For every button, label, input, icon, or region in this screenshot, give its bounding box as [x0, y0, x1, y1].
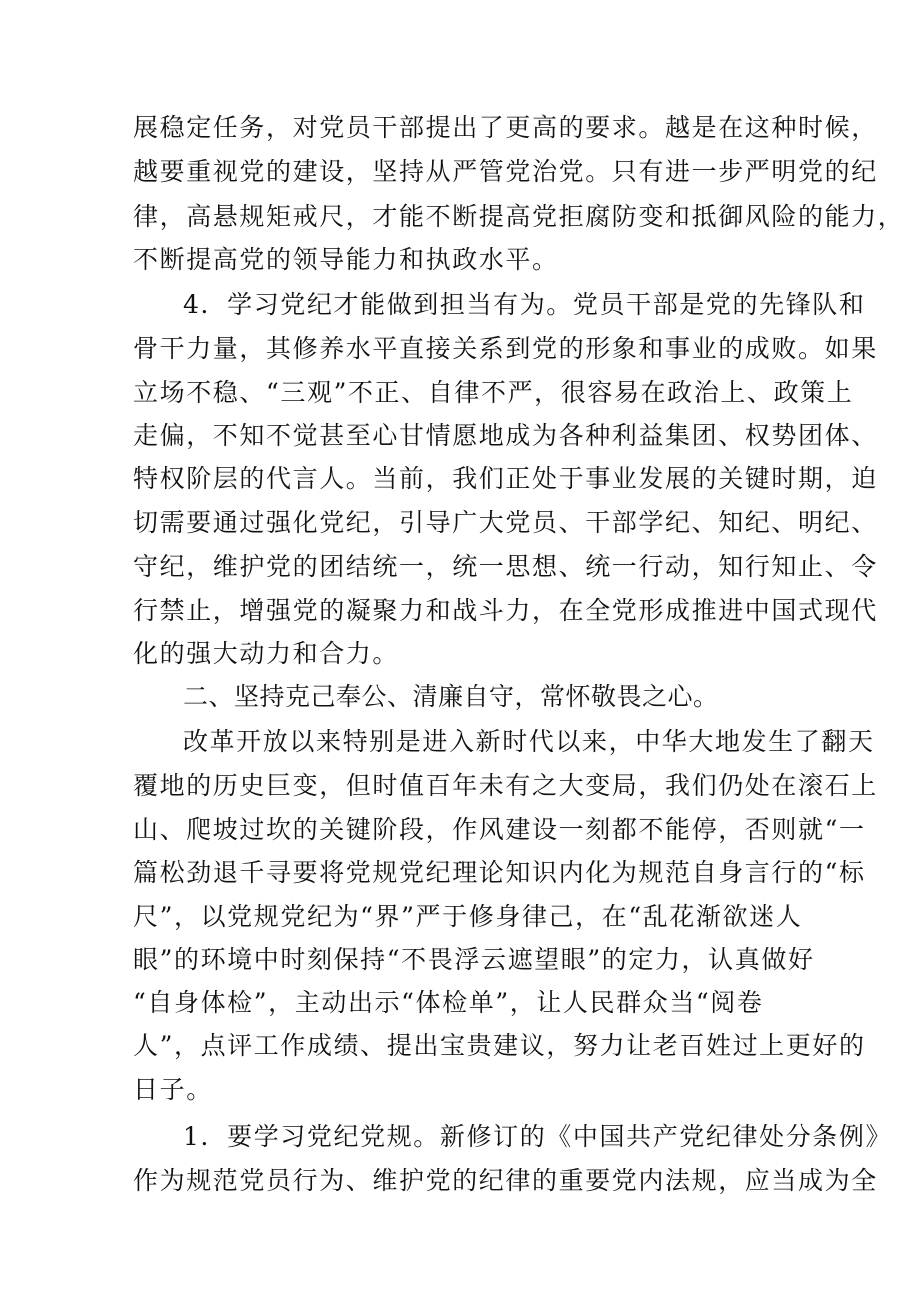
- paragraph-line: 尺”，以党规党纪为“界”严于修身律己，在“乱花渐欲迷人: [133, 902, 803, 931]
- paragraph-line: 律，高悬规矩戒尺，才能不断提高党拒腐防变和抵御风险的能力，: [133, 202, 905, 231]
- paragraph-line: 人”，点评工作成绩、提出宝贵建议，努力让老百姓过上更好的: [133, 1031, 866, 1060]
- paragraph-line: 越要重视党的建设，坚持从严管党治党。只有进一步严明党的纪: [133, 157, 878, 186]
- paragraph-line: 山、爬坡过坎的关键阶段，作风建设一刻都不能停，否则就“一: [133, 815, 866, 844]
- paragraph-line: “自身体检”，主动出示“体检单”，让人民群众当“阅卷: [133, 988, 764, 1017]
- paragraph-line: 立场不稳、“三观”不正、自律不严，很容易在政治上、政策上: [133, 378, 854, 407]
- paragraph-line: 覆地的历史巨变，但时值百年未有之大变局，我们仍处在滚石上: [133, 771, 878, 800]
- paragraph-line: 展稳定任务，对党员干部提出了更高的要求。越是在这种时候，: [133, 113, 878, 142]
- paragraph-line: 走偏，不知不觉甚至心甘情愿地成为各种利益集团、权势团体、: [133, 421, 878, 450]
- paragraph-first-line: 改革开放以来特别是进入新时代以来，中华大地发生了翻天: [183, 727, 875, 756]
- paragraph-line: 切需要通过强化党纪，引导广大党员、干部学纪、知纪、明纪、: [133, 508, 878, 537]
- paragraph-line: 特权阶层的代言人。当前，我们正处于事业发展的关键时期，迫: [133, 464, 878, 493]
- paragraph-line: 作为规范党员行为、维护党的纪律的重要党内法规，应当成为全: [133, 1166, 878, 1195]
- paragraph-line: 不断提高党的领导能力和执政水平。: [133, 245, 559, 274]
- paragraph-line: 化的强大动力和合力。: [133, 639, 400, 668]
- paragraph-line: 骨干力量，其修养水平直接关系到党的形象和事业的成败。如果: [133, 334, 878, 363]
- paragraph-line: 守纪，维护党的团结统一，统一思想、统一行动，知行知止、令: [133, 552, 878, 581]
- section-heading: 二、坚持克己奉公、清廉自守，常怀敬畏之心。: [183, 682, 719, 711]
- paragraph-line: 眼”的环境中时刻保持“不畏浮云遮望眼”的定力，认真做好: [133, 945, 815, 974]
- paragraph-line: 行禁止，增强党的凝聚力和战斗力，在全党形成推进中国式现代: [133, 596, 878, 625]
- paragraph-line: 篇松劲退千寻要将党规党纪理论知识内化为规范自身言行的“标: [133, 858, 866, 887]
- paragraph-first-line: 1．要学习党纪党规。新修订的《中国共产党纪律处分条例》: [183, 1122, 893, 1151]
- paragraph-first-line: 4．学习党纪才能做到担当有为。党员干部是党的先锋队和: [183, 290, 866, 319]
- paragraph-line: 日子。: [133, 1075, 213, 1104]
